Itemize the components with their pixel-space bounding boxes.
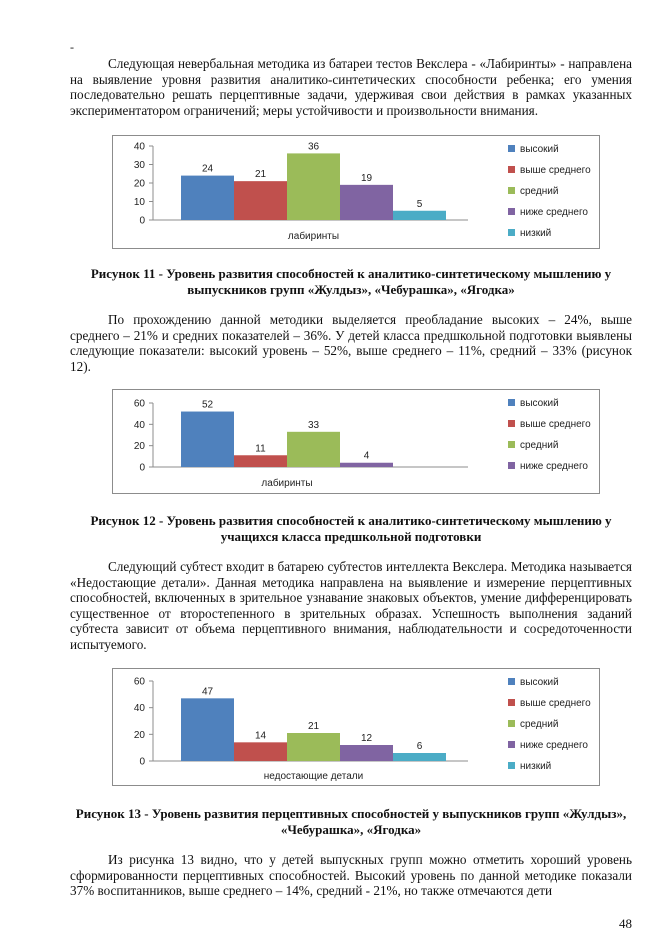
data-label: 36	[307, 141, 320, 153]
y-tick-label: 40	[133, 141, 145, 153]
paragraph-missing-details-intro: Следующий субтест входит в батарею субтестов интеллекта Векслера. Методика называется «Недостающие детали». Данная методика направлена на выявление и измерение перцептивных способностей, включенных в зрительное узнавание знаковых объектов, умение дифференцировать существенное от второстепенного в зрительных образах. Успешность выполнения заданий субтеста зависит от объема перцептивного внимания, наблюдательности и сосредоточенности испытуемого.	[70, 559, 632, 652]
legend-label: высокий	[520, 398, 559, 409]
bar-5	[393, 211, 446, 220]
bar-3	[287, 153, 340, 220]
y-tick-label: 30	[133, 160, 145, 171]
data-label: 24	[201, 163, 214, 175]
caption-figure-11: Рисунок 11 - Уровень развития способностей к аналитико-синтетическому мышлению у выпускников групп «Жулдыз», «Чебурашка», «Ягодка»	[90, 266, 612, 297]
bar-4	[340, 185, 393, 220]
data-label: 11	[255, 443, 266, 455]
legend-label: средний	[520, 186, 559, 197]
legend-swatch	[508, 145, 515, 152]
legend-label: ниже среднего	[520, 461, 588, 472]
data-label: 19	[360, 172, 373, 184]
chart-12-svg	[113, 390, 599, 493]
paragraph-labyrinth-intro: Следующая невербальная методика из батареи тестов Векслера - «Лабиринты» - направлена на выявление уровня развития аналитико-синтетических способности ребенка; его умения последовательно решать перцептивные задачи, удерживая свои действия в рамках указанных экспериментатором ограничений; меры устойчивости и произвольности внимания.	[70, 56, 632, 118]
y-tick-label: 40	[133, 703, 145, 715]
y-tick-label: 20	[133, 441, 145, 453]
legend-label: ниже среднего	[520, 207, 588, 218]
caption-figure-12: Рисунок 12 - Уровень развития способностей к аналитико-синтетическому мышлению у учащихся класса предшкольной подготовки	[90, 513, 612, 544]
legend-swatch	[508, 166, 515, 173]
legend-swatch	[508, 462, 515, 469]
chart-figure-12	[112, 389, 600, 494]
legend-swatch	[508, 208, 515, 215]
y-tick-label: 20	[133, 178, 145, 190]
bar-4	[340, 745, 393, 761]
bar-1	[181, 176, 234, 220]
legend-label: средний	[520, 719, 559, 730]
legend-swatch	[508, 699, 515, 706]
bar-3	[287, 432, 340, 467]
legend-swatch	[508, 229, 515, 236]
bar-2	[234, 455, 287, 467]
y-tick-label: 0	[139, 215, 145, 227]
data-label: 5	[416, 198, 423, 210]
y-tick-label: 10	[133, 197, 145, 208]
chart-figure-11	[112, 135, 600, 249]
legend-swatch	[508, 741, 515, 748]
legend-swatch	[508, 187, 515, 194]
legend-label: выше среднего	[520, 165, 591, 176]
category-label: лабиринты	[287, 231, 340, 242]
bar-5	[393, 753, 446, 761]
paragraph-labyrinth-results: По прохождению данной методики выделяется преобладание высоких – 24%, выше среднего – 21% и средних показателей – 36%. У детей класса предшкольной подготовки выявлены следующие показатели: высокий уровень – 52%, выше среднего – 11%, средний – 33% (рисунок 12).	[70, 312, 632, 374]
page-number: 48	[619, 916, 632, 931]
y-tick-label: 20	[133, 729, 145, 741]
data-label: 21	[254, 169, 267, 181]
y-tick-label: 60	[133, 676, 145, 688]
top-mark: -	[70, 40, 74, 54]
chart-figure-13	[112, 668, 600, 786]
bar-3	[287, 733, 340, 761]
bar-4	[340, 463, 393, 467]
chart-13-svg	[113, 669, 599, 785]
paragraph-missing-details-results: Из рисунка 13 видно, что у детей выпускных групп можно отметить хороший уровень сформированности перцептивных способностей. Высокий уровень по данной методике показали 37% воспитанников, выше среднего – 14%, средний - 21%, но также отмечаются дети	[70, 852, 632, 899]
y-tick-label: 0	[139, 756, 145, 768]
bar-2	[234, 181, 287, 220]
y-tick-label: 0	[139, 462, 145, 474]
legend-swatch	[508, 441, 515, 448]
legend-label: выше среднего	[520, 698, 591, 709]
data-label: 4	[363, 450, 370, 462]
bar-2	[234, 742, 287, 761]
data-label: 47	[201, 686, 214, 698]
legend-label: высокий	[520, 677, 559, 688]
legend-swatch	[508, 762, 515, 769]
legend-swatch	[508, 420, 515, 427]
y-tick-label: 40	[133, 419, 145, 431]
data-label: 33	[307, 419, 320, 431]
legend-label: низкий	[520, 761, 552, 772]
legend-label: высокий	[520, 144, 559, 155]
data-label: 21	[307, 721, 320, 732]
category-label: лабиринты	[261, 478, 313, 489]
legend-swatch	[508, 678, 515, 685]
legend-label: выше среднего	[520, 419, 591, 430]
data-label: 52	[201, 399, 214, 411]
caption-figure-13: Рисунок 13 - Уровень развития перцептивных способностей у выпускников групп «Жулдыз», «Чебурашка», «Ягодка»	[75, 806, 627, 837]
legend-swatch	[508, 399, 515, 406]
data-label: 14	[254, 730, 267, 742]
y-tick-label: 60	[133, 398, 145, 410]
category-label: недостающие детали	[263, 771, 364, 782]
legend-label: средний	[520, 440, 559, 451]
data-label: 12	[360, 733, 373, 744]
legend-swatch	[508, 720, 515, 727]
legend-label: ниже среднего	[520, 740, 588, 751]
bar-1	[181, 412, 234, 467]
data-label: 6	[416, 741, 423, 752]
chart-11-svg	[113, 136, 599, 248]
legend-label: низкий	[520, 228, 552, 239]
bar-1	[181, 698, 234, 761]
